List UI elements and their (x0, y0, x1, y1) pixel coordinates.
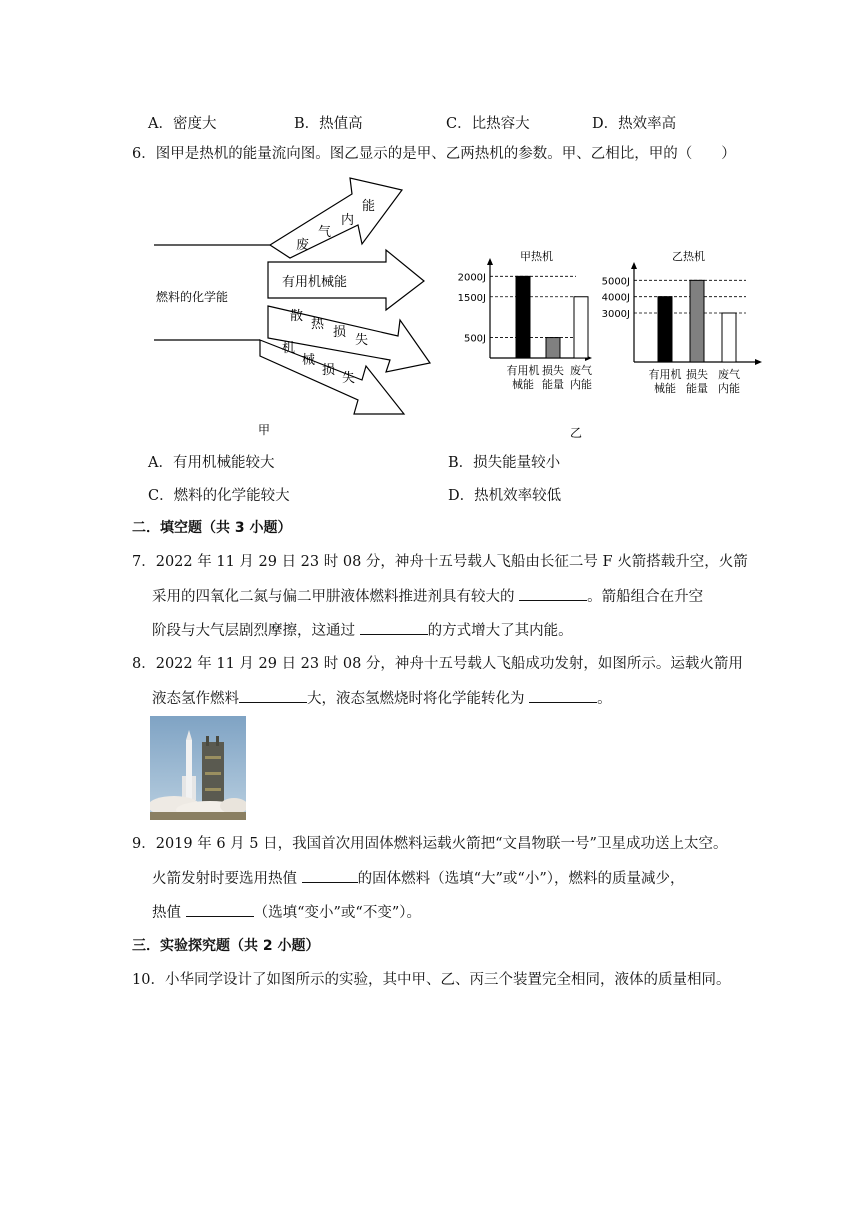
rocket-launch-photo (150, 716, 246, 820)
x-tick-label: 械能 (654, 382, 676, 395)
bar (574, 297, 588, 358)
q6-option-b: B．损失能量较小 (448, 455, 561, 471)
x-tick-label: 能量 (542, 378, 564, 391)
q8-line-2: 液态氢作燃料 大，液态氢燃烧时将化学能转化为 。 (152, 688, 612, 709)
mech-loss-char-2: 械 (302, 353, 316, 368)
q6-option-c: C．燃料的化学能较大 (148, 488, 290, 504)
bar (690, 280, 704, 362)
chart-caption: 乙 (570, 426, 583, 440)
useful-label: 有用机械能 (282, 275, 348, 290)
q9-line-1: 9．2019 年 6 月 5 日，我国首次用固体燃料运载火箭把“文昌物联一号”卫星成功送上太空。 (132, 836, 728, 852)
x-tick-label: 械能 (512, 378, 534, 391)
section-2-heading: 二．填空题（共 3 小题） (132, 520, 292, 536)
x-axis-arrow (755, 359, 762, 365)
q5-option-a: A．密度大 (148, 116, 217, 132)
heat-engine-charts (444, 240, 774, 445)
q8-line-1: 8．2022 年 11 月 29 日 23 时 08 分，神舟十五号载人飞船成功发射，如图所示。运载火箭用 (132, 656, 743, 672)
x-tick-label: 内能 (718, 382, 740, 395)
x-tick-label: 能量 (686, 382, 708, 395)
x-tick-label: 内能 (570, 378, 592, 391)
y-tick-label: 3000J (601, 309, 630, 320)
q10-stem: 10．小华同学设计了如图所示的实验，其中甲、乙、丙三个装置完全相同，液体的质量相同。 (132, 972, 731, 988)
mech-loss-char-1: 机 (282, 341, 296, 356)
answer-blank[interactable] (360, 620, 428, 635)
q9-line-2: 火箭发射时要选用热值 的固体燃料（选填“大”或“小”），燃料的质量减少， (152, 868, 685, 889)
answer-blank[interactable] (186, 902, 254, 917)
answer-blank[interactable] (519, 586, 587, 601)
chart-yi (602, 249, 762, 395)
heat-loss-char-2: 热 (311, 317, 325, 332)
x-tick-label: 损失 (686, 368, 708, 381)
x-tick-label: 废气 (718, 368, 740, 381)
exhaust-char-3: 内 (341, 213, 355, 228)
y-tick-label: 4000J (601, 292, 630, 304)
q6-stem: 6．图甲是热机的能量流向图。图乙显示的是甲、乙两热机的参数。甲、乙相比，甲的（ ） (132, 146, 736, 162)
x-tick-label: 有用机 (648, 368, 682, 381)
energy-flow-diagram (140, 170, 440, 440)
y-tick-label: 1500J (457, 292, 486, 304)
q5-option-d: D．热效率高 (592, 116, 677, 132)
bar (516, 276, 530, 358)
x-tick-label: 有用机 (506, 364, 540, 377)
y-axis-arrow (631, 262, 637, 269)
q7-line-3: 阶段与大气层剧烈摩擦，这通过 的方式增大了其内能。 (152, 620, 573, 641)
mech-loss-char-3: 损 (322, 363, 336, 378)
x-tick-label: 废气 (570, 364, 592, 377)
bar (546, 338, 560, 358)
q6-option-d: D．热机效率较低 (448, 488, 562, 504)
chart-title: 甲热机 (520, 250, 553, 263)
q6-option-a: A．有用机械能较大 (148, 455, 275, 471)
y-axis-arrow (487, 258, 493, 265)
heat-loss-char-3: 损 (333, 325, 347, 340)
q7-line-2: 采用的四氧化二氮与偏二甲肼液体燃料推进剂具有较大的 。箭船组合在升空 (152, 586, 703, 607)
y-tick-label: 500J (463, 333, 486, 345)
q5-option-b: B．热值高 (294, 116, 363, 132)
answer-blank[interactable] (529, 688, 597, 703)
section-3-heading: 三．实验探究题（共 2 小题） (132, 938, 320, 954)
exhaust-char-1: 废 (296, 238, 310, 253)
x-tick-label: 损失 (542, 364, 564, 377)
heat-loss-char-4: 失 (355, 333, 369, 348)
exhaust-char-4: 能 (362, 199, 376, 214)
mech-loss-char-4: 失 (342, 371, 356, 386)
exhaust-char-2: 气 (318, 225, 332, 240)
answer-blank[interactable] (302, 868, 358, 883)
q7-line-1: 7．2022 年 11 月 29 日 23 时 08 分，神舟十五号载人飞船由长征二号 F 火箭搭载升空，火箭 (132, 554, 748, 570)
q9-line-3: 热值 （选填“变小”或“不变”）。 (152, 902, 421, 923)
chart-title: 乙热机 (672, 250, 705, 263)
y-tick-label: 5000J (601, 276, 630, 288)
q5-option-c: C．比热容大 (446, 116, 530, 132)
bar (722, 313, 736, 362)
answer-blank[interactable] (239, 688, 307, 703)
y-tick-label: 2000J (457, 272, 486, 284)
bar (658, 297, 672, 362)
heat-loss-char-1: 散 (290, 309, 304, 324)
chart-jia (458, 249, 592, 391)
diagram-caption: 甲 (258, 423, 271, 437)
fuel-label: 燃料的化学能 (156, 290, 229, 304)
